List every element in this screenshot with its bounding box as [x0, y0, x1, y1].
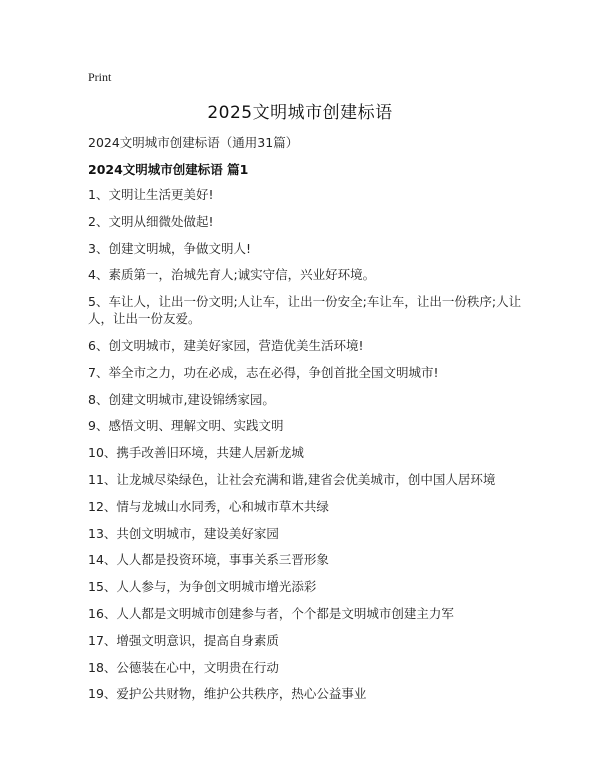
- list-item: 9、感悟文明、理解文明、实践文明: [88, 418, 284, 434]
- list-item: 16、人人都是文明城市创建参与者，个个都是文明城市创建主力军: [88, 605, 454, 621]
- list-item: 10、携手改善旧环境，共建人居新龙城: [88, 445, 304, 461]
- list-item: 4、素质第一，治城先育人;诚实守信，兴业好环境。: [88, 267, 376, 283]
- list-item: 8、创建文明城市,建设锦绣家园。: [88, 391, 275, 407]
- print-label[interactable]: Print: [88, 70, 112, 84]
- slogan-list: [88, 186, 528, 712]
- list-item: 11、让龙城尽染绿色，让社会充满和谐,建省会优美城市，创中国人居环境: [88, 471, 496, 487]
- list-item: 14、人人都是投资环境，事事关系三晋形象: [88, 552, 329, 568]
- list-item: 13、共创文明城市，建设美好家园: [88, 525, 279, 541]
- page-title: 2025文明城市创建标语: [207, 103, 393, 123]
- list-item: 7、举全市之力，功在必成，志在必得，争创首批全国文明城市!: [88, 364, 439, 380]
- list-item: 18、公德装在心中，文明贵在行动: [88, 659, 279, 675]
- list-item: 12、情与龙城山水同秀，心和城市草木共绿: [88, 498, 329, 514]
- list-item: 3、创建文明城，争做文明人!: [88, 240, 251, 256]
- list-item: 1、文明让生活更美好!: [88, 187, 214, 202]
- section-heading: 2024文明城市创建标语 篇1: [88, 162, 249, 177]
- list-item: 6、创文明城市，建美好家园，营造优美生活环境!: [88, 337, 364, 353]
- list-item: 5、车让人，让出一份文明;人让车，让出一份安全;车让车，让出一份秩序;人让人，让出一份友爱。: [88, 294, 522, 327]
- document-subtitle: 2024文明城市创建标语（通用31篇）: [88, 135, 299, 150]
- list-item: 2、文明从细微处做起!: [88, 213, 214, 229]
- list-item: 15、人人参与，为争创文明城市增光添彩: [88, 579, 317, 595]
- list-item: 19、爱护公共财物，维护公共秩序，热心公益事业: [88, 686, 367, 702]
- list-item: 17、增强文明意识，提高自身素质: [88, 632, 279, 648]
